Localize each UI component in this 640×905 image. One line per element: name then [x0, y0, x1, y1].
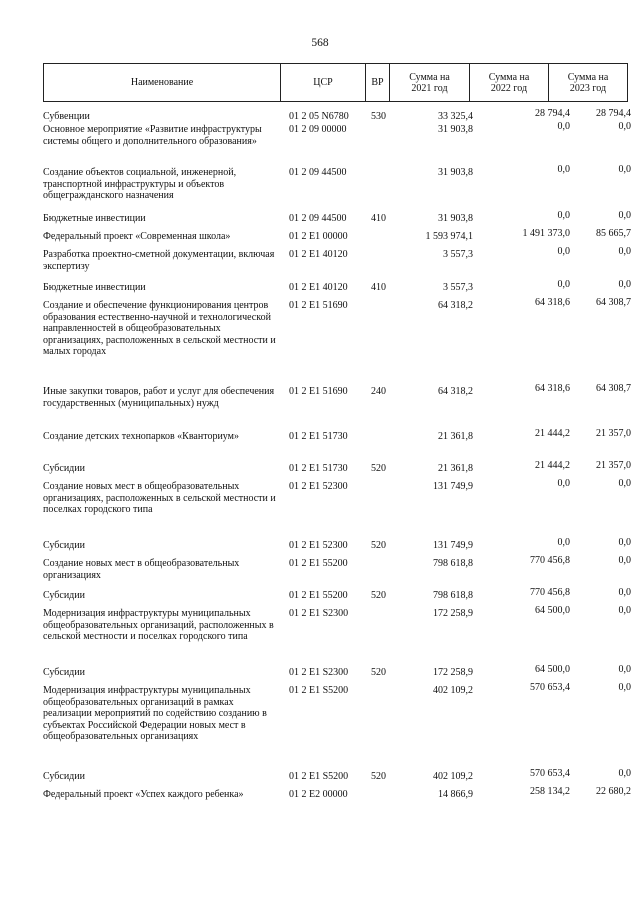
row-name: Субсидии — [43, 540, 85, 551]
row-sum-2023: 64 308,7 — [596, 297, 631, 308]
budget-table — [43, 63, 631, 800]
row-sum-2023: 0,0 — [618, 279, 631, 290]
row-sum-2021: 64 318,2 — [438, 386, 473, 397]
row-csr: 01 2 E1 52300 — [289, 540, 348, 551]
row-sum-2023: 0,0 — [618, 164, 631, 175]
header-sum-2021: Сумма на 2021 год — [389, 64, 469, 101]
row-sum-2022: 258 134,2 — [530, 786, 570, 797]
row-sum-2021: 64 318,2 — [438, 300, 473, 311]
row-sum-2022: 28 794,4 — [535, 108, 570, 119]
row-sum-2023: 22 680,2 — [596, 786, 631, 797]
row-csr: 01 2 E1 S2300 — [289, 667, 349, 678]
row-sum-2023: 0,0 — [618, 664, 631, 675]
row-vr: 240 — [371, 386, 386, 397]
row-csr: 01 2 09 44500 — [289, 213, 347, 224]
row-name: Создание и обеспечение функционирования центров образования естественно-научной и технологической направленностей в общеобразовательных организациях, расположенных в сельской местности и малых городах — [43, 300, 276, 357]
page-number: 568 — [311, 37, 329, 49]
row-csr: 01 2 E1 00000 — [289, 231, 348, 242]
row-csr: 01 2 E1 51730 — [289, 463, 348, 474]
row-sum-2021: 14 866,9 — [438, 789, 473, 800]
row-sum-2021: 31 903,8 — [438, 124, 473, 135]
row-vr: 520 — [371, 771, 386, 782]
row-sum-2023: 85 665,7 — [596, 228, 631, 239]
row-csr: 01 2 E1 51690 — [289, 300, 348, 311]
row-sum-2022: 770 456,8 — [530, 555, 570, 566]
row-csr: 01 2 E1 52300 — [289, 481, 348, 492]
row-csr: 01 2 09 00000 — [289, 124, 347, 135]
row-sum-2022: 0,0 — [557, 279, 570, 290]
row-sum-2023: 21 357,0 — [596, 428, 631, 439]
row-sum-2022: 64 318,6 — [535, 297, 570, 308]
row-sum-2022: 64 500,0 — [535, 664, 570, 675]
row-sum-2021: 21 361,8 — [438, 463, 473, 474]
row-sum-2022: 21 444,2 — [535, 460, 570, 471]
row-name: Создание новых мест в общеобразовательных организациях — [43, 558, 240, 581]
row-sum-2023: 0,0 — [618, 605, 631, 616]
row-name: Бюджетные инвестиции — [43, 282, 146, 293]
row-sum-2022: 0,0 — [557, 121, 570, 132]
row-name: Федеральный проект «Успех каждого ребенка» — [43, 789, 244, 800]
row-sum-2023: 0,0 — [618, 682, 631, 693]
row-name: Иные закупки товаров, работ и услуг для обеспечения государственных (муниципальных) нужд — [43, 386, 275, 409]
row-name: Разработка проектно-сметной документации, включая экспертизу — [43, 249, 275, 272]
row-name: Основное мероприятие «Развитие инфраструктуры системы общего и дополнительного образования» — [43, 124, 262, 147]
row-vr: 520 — [371, 463, 386, 474]
row-sum-2022: 64 500,0 — [535, 605, 570, 616]
row-vr: 520 — [371, 590, 386, 601]
row-name: Создание детских технопарков «Кванториум» — [43, 431, 240, 442]
row-sum-2022: 0,0 — [557, 478, 570, 489]
row-name: Субвенции — [43, 111, 90, 122]
row-sum-2023: 64 308,7 — [596, 383, 631, 394]
row-sum-2023: 0,0 — [618, 587, 631, 598]
row-vr: 520 — [371, 667, 386, 678]
row-sum-2021: 402 109,2 — [433, 685, 473, 696]
row-csr: 01 2 05 N6780 — [289, 111, 349, 122]
row-sum-2021: 3 557,3 — [443, 249, 473, 260]
row-sum-2022: 770 456,8 — [530, 587, 570, 598]
row-csr: 01 2 E1 55200 — [289, 590, 348, 601]
row-sum-2022: 21 444,2 — [535, 428, 570, 439]
row-sum-2021: 172 258,9 — [433, 667, 473, 678]
row-name: Создание новых мест в общеобразовательных организациях, расположенных в сельской местности и поселках городского типа — [43, 481, 276, 515]
row-csr: 01 2 E1 55200 — [289, 558, 348, 569]
row-sum-2021: 798 618,8 — [433, 590, 473, 601]
row-name: Субсидии — [43, 463, 85, 474]
row-sum-2023: 0,0 — [618, 555, 631, 566]
row-csr: 01 2 E1 S5200 — [289, 685, 349, 696]
header-sum-2023: Сумма на 2023 год — [548, 64, 628, 101]
row-sum-2023: 28 794,4 — [596, 108, 631, 119]
header-vr: ВР — [365, 64, 389, 101]
header-csr: ЦСР — [280, 64, 365, 101]
row-csr: 01 2 E2 00000 — [289, 789, 348, 800]
table-header — [43, 63, 628, 102]
row-name: Модернизация инфраструктуры муниципальных общеобразовательных организаций, расположенных в сельской местности и поселках городского типа — [43, 608, 274, 642]
row-csr: 01 2 E1 S5200 — [289, 771, 349, 782]
row-csr: 01 2 E1 51690 — [289, 386, 348, 397]
row-sum-2022: 0,0 — [557, 246, 570, 257]
row-sum-2021: 402 109,2 — [433, 771, 473, 782]
row-name: Модернизация инфраструктуры муниципальных общеобразовательных организаций в рамках реализации мероприятий по содействию созданию в субъектах Российской Федерации новых мест в общеобразовательных организациях — [43, 685, 267, 742]
row-csr: 01 2 E1 40120 — [289, 282, 348, 293]
row-name: Субсидии — [43, 590, 85, 601]
row-sum-2022: 0,0 — [557, 210, 570, 221]
row-sum-2022: 64 318,6 — [535, 383, 570, 394]
row-name: Субсидии — [43, 771, 85, 782]
row-sum-2021: 31 903,8 — [438, 213, 473, 224]
row-vr: 410 — [371, 213, 386, 224]
row-sum-2023: 0,0 — [618, 210, 631, 221]
row-csr: 01 2 E1 51730 — [289, 431, 348, 442]
row-sum-2021: 3 557,3 — [443, 282, 473, 293]
row-csr: 01 2 E1 S2300 — [289, 608, 349, 619]
row-sum-2021: 33 325,4 — [438, 111, 473, 122]
row-sum-2023: 21 357,0 — [596, 460, 631, 471]
row-sum-2022: 570 653,4 — [530, 682, 570, 693]
row-name: Субсидии — [43, 667, 85, 678]
row-sum-2021: 131 749,9 — [433, 540, 473, 551]
row-name: Бюджетные инвестиции — [43, 213, 146, 224]
row-sum-2021: 1 593 974,1 — [425, 231, 473, 242]
row-name: Создание объектов социальной, инженерной, транспортной инфраструктуры и объектов общегражданского назначения — [43, 167, 237, 201]
row-sum-2022: 1 491 373,0 — [522, 228, 570, 239]
row-vr: 530 — [371, 111, 386, 122]
row-vr: 520 — [371, 540, 386, 551]
row-sum-2023: 0,0 — [618, 121, 631, 132]
row-sum-2021: 172 258,9 — [433, 608, 473, 619]
row-sum-2023: 0,0 — [618, 478, 631, 489]
row-csr: 01 2 E1 40120 — [289, 249, 348, 260]
header-name: Наименование — [43, 64, 280, 101]
row-csr: 01 2 09 44500 — [289, 167, 347, 178]
row-sum-2021: 21 361,8 — [438, 431, 473, 442]
row-sum-2021: 31 903,8 — [438, 167, 473, 178]
row-sum-2022: 0,0 — [557, 164, 570, 175]
row-sum-2021: 798 618,8 — [433, 558, 473, 569]
row-sum-2023: 0,0 — [618, 768, 631, 779]
row-name: Федеральный проект «Современная школа» — [43, 231, 231, 242]
row-sum-2022: 0,0 — [557, 537, 570, 548]
row-vr: 410 — [371, 282, 386, 293]
header-sum-2022: Сумма на 2022 год — [469, 64, 548, 101]
row-sum-2023: 0,0 — [618, 537, 631, 548]
row-sum-2022: 570 653,4 — [530, 768, 570, 779]
row-sum-2021: 131 749,9 — [433, 481, 473, 492]
row-sum-2023: 0,0 — [618, 246, 631, 257]
